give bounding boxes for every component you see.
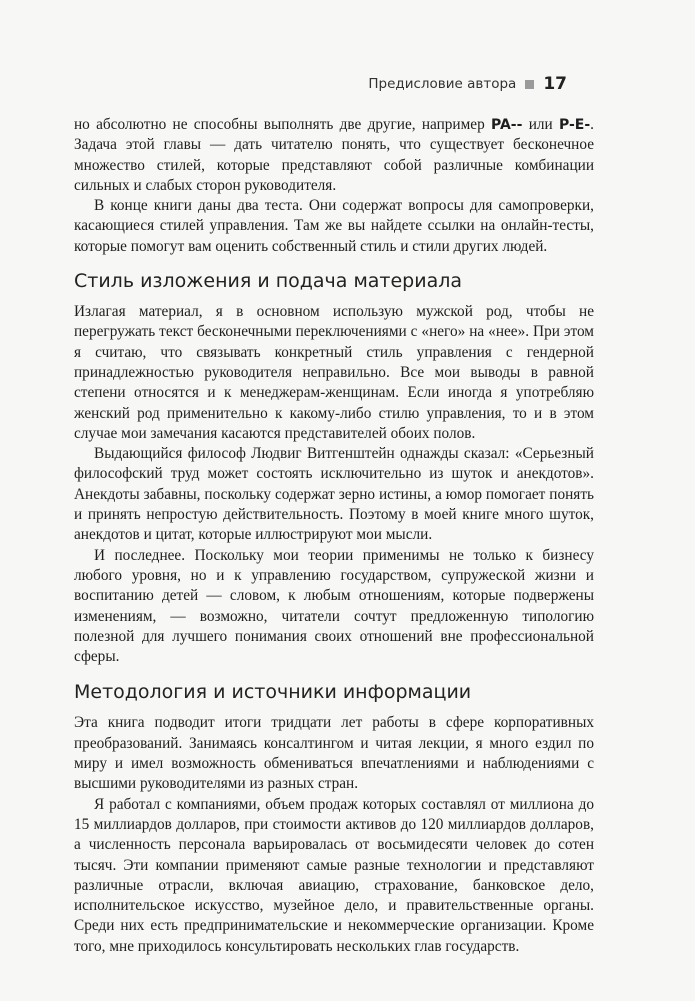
style-code-2: P-E- — [558, 117, 591, 133]
style-paragraph-3: И последнее. Поскольку мои теории применимы не только к бизнесу любого уровня, но и к управлению государством, супружеской жизни и воспитанию детей — словом, к любым отношениям, которые подвержены изменениям, — возможно, читатели сочтут предложенную типологию полезной для лучшего понимания своих отношений вне профессиональной сферы. — [74, 546, 594, 666]
running-header — [368, 74, 567, 94]
style-paragraph-1: Излагая материал, я в основном использую мужской род, чтобы не перегружать текст бесконечными переключениями с «него» на «нее». При этом я считаю, что связывать конкретный стиль управления с гендерной принадлежностью руководителя неправильно. Все мои выводы в равной степени относятся и к менеджерам-женщинам. Если иногда я употребляю женский род применительно к какому-либо стилю управления, то и в этом случае мои замечания касаются представителей обоих полов. — [74, 303, 594, 442]
running-title: Предисловие автора — [368, 76, 517, 92]
method-paragraph-2: Я работал с компаниями, объем продаж которых составлял от миллиона до 15 миллиардов долларов, при стоимости активов до 120 миллиардов долларов, а численность персонала варьировалась от восьмидесяти человек до сотен тысяч. Эти компании применяют самые разные технологии и представляют различные отрасли, включая авиацию, страхование, банковское дело, исполнительское искусство, музейное дело, и правительственные органы. Среди них есть предпринимательские и некоммерческие организации. Кроме того, мне приходилось консультировать нескольких глав государств. — [74, 795, 594, 955]
page-body — [74, 115, 594, 957]
section-heading-style: Стиль изложения и подача материала — [74, 270, 463, 293]
style-code-1: PA-- — [491, 117, 523, 133]
section-heading-methodology: Методология и источники информации — [74, 681, 472, 704]
method-paragraph-1: Эта книга подводит итоги тридцати лет работы в сфере корпоративных преобразований. Занимаясь консалтингом и читая лекции, я много ездил по миру и имел возможность обмениваться впечатлениями и наблюдениями с высшими руководителями из разных стран. — [74, 714, 594, 793]
square-bullet-icon — [525, 80, 534, 89]
intro-paragraph-1 — [74, 115, 594, 196]
intro-paragraph-2: В конце книги даны два теста. Они содержат вопросы для самопроверки, касающиеся стилей управления. Там же вы найдете ссылки на онлайн-тесты, которые помогут вам оценить собственный стиль и стили других людей. — [74, 197, 594, 255]
intro-text-or: или — [522, 116, 559, 133]
page-number: 17 — [543, 74, 567, 94]
intro-text-rest: . Задача этой главы — дать читателю понять, что существует бесконечное множество стилей, которые представляют собой различные комбинации сильных и слабых сторон руководителя. — [74, 116, 594, 194]
intro-text-start: но абсолютно не способны выполнять две другие, например — [74, 116, 491, 133]
style-paragraph-2: Выдающийся философ Людвиг Витгенштейн однажды сказал: «Серьезный философский труд может состоять исключительно из шуток и анекдотов». Анекдоты забавны, поскольку содержат зерно истины, а юмор помогает понять и принять непростую действительность. Поэтому в моей книге много шуток, анекдотов и цитат, которые иллюстрируют мои мысли. — [74, 445, 594, 544]
